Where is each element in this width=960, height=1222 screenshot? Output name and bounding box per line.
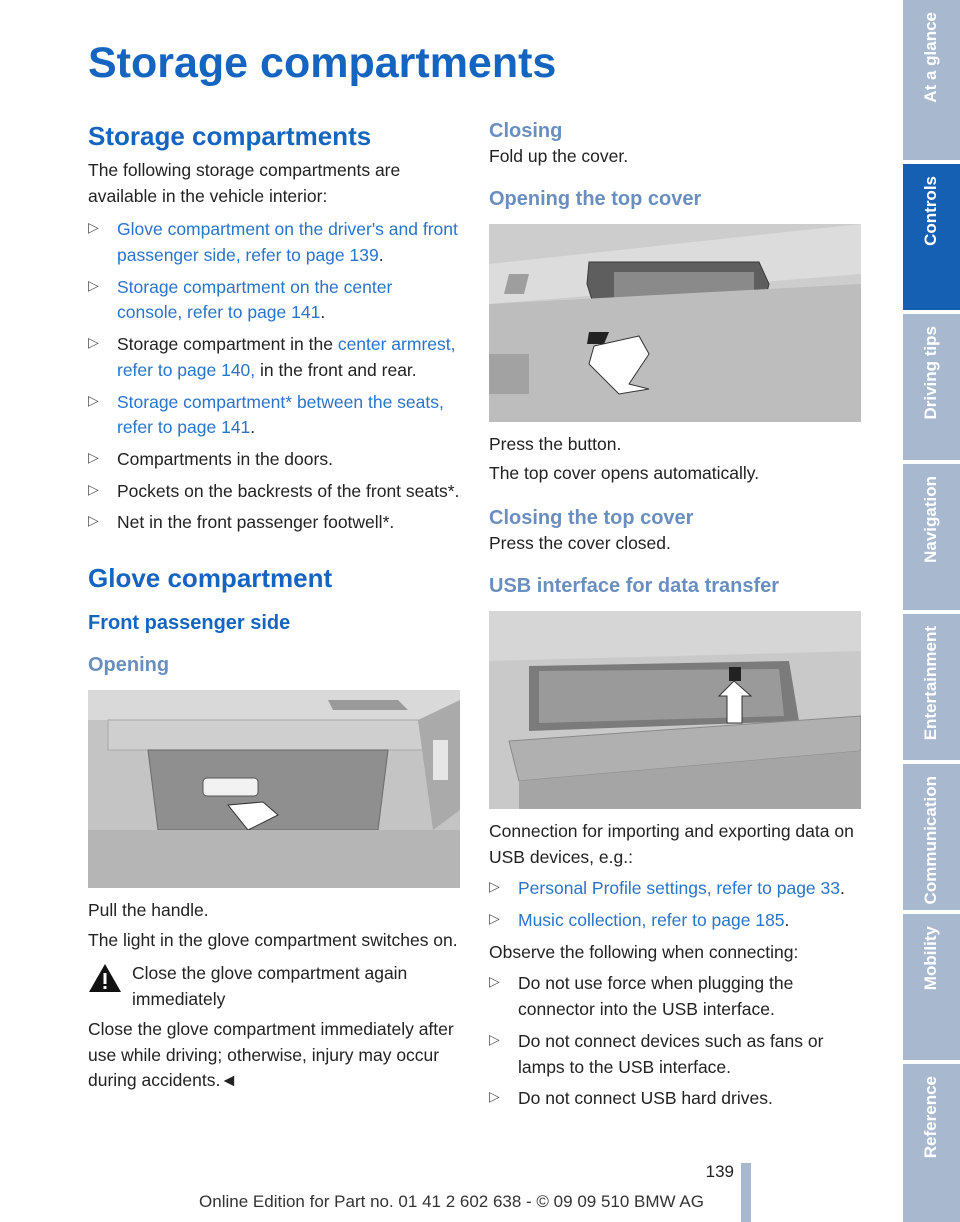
list-item-text: . <box>250 417 256 438</box>
link-personal-profile[interactable]: Personal Profile settings, refer to page 33 <box>518 878 840 899</box>
usb-intro: Connection for importing and exporting data on USB devices, e.g.: <box>489 820 854 867</box>
subsection-opening-top: Opening the top cover <box>489 187 702 210</box>
tab-reference[interactable] <box>903 1064 960 1222</box>
tab-label: Communication <box>921 776 940 905</box>
list-item <box>88 447 462 473</box>
observe-text: Observe the following when connecting: <box>489 941 799 962</box>
list-item[interactable] <box>489 876 863 902</box>
chapter-tabs <box>903 0 960 1222</box>
list-item-text: Storage compartment in the <box>117 334 338 355</box>
list-item[interactable] <box>88 217 462 268</box>
list-item-text: Do not connect devices such as fans or lamps to the USB interface. <box>518 1030 824 1077</box>
tab-mobility[interactable] <box>903 914 960 1060</box>
subsection-closing: Closing <box>489 120 563 142</box>
link-center-console[interactable]: Storage compartment on the center console, refer to page 141 <box>117 276 393 323</box>
tab-label: Navigation <box>921 476 940 563</box>
list-item[interactable] <box>489 908 863 934</box>
bullet-marker-icon: ▷ <box>88 219 99 236</box>
press-closed-text: Press the cover closed. <box>489 533 671 554</box>
list-item <box>88 510 462 536</box>
tab-driving-tips[interactable] <box>903 314 960 460</box>
tab-label: Entertainment <box>921 626 940 741</box>
glove-compartment-illustration <box>88 690 460 888</box>
left-column <box>88 120 462 1094</box>
bullet-marker-icon: ▷ <box>88 334 99 351</box>
link-music-collection[interactable]: Music collection, refer to page 185 <box>518 910 785 931</box>
link-between-seats[interactable]: Storage compartment* between the seats, refer to page 141 <box>117 391 444 438</box>
page-title: Storage compartments <box>88 39 557 87</box>
tab-at-a-glance[interactable] <box>903 0 960 160</box>
fold-text: Fold up the cover. <box>489 146 629 166</box>
list-item-text: Pockets on the backrests of the front seats*. <box>117 480 460 501</box>
warning-box <box>88 961 462 1012</box>
storage-list <box>88 217 462 536</box>
list-item-text: Do not connect USB hard drives. <box>518 1088 773 1109</box>
page-footer: Online Edition for Part no. 01 41 2 602 638 - © 09 09 510 BMW AG <box>199 1192 704 1211</box>
top-cover-illustration <box>489 224 861 422</box>
link-glove-compartment[interactable]: Glove compartment on the driver's and front passenger side, refer to page 139 <box>117 219 458 265</box>
tab-label: Controls <box>921 176 940 246</box>
list-item <box>489 1029 863 1080</box>
warning-text: Close the glove compartment immediately after use while driving; otherwise, injury may occur during accidents.◄ <box>88 1018 454 1091</box>
bullet-marker-icon: ▷ <box>88 391 99 408</box>
tab-communication[interactable] <box>903 764 960 910</box>
press-button-text: Press the button. <box>489 433 622 454</box>
list-item[interactable] <box>88 275 462 326</box>
subsection-closing-top: Closing the top cover <box>489 507 694 530</box>
bullet-marker-icon: ▷ <box>489 910 500 927</box>
list-item-text: Net in the front passenger footwell*. <box>117 512 395 533</box>
list-item-text: . <box>378 244 384 265</box>
tab-label: At a glance <box>921 12 940 103</box>
list-item-text: Do not use force when plugging the connector into the USB interface. <box>518 973 794 1020</box>
light-text: The light in the glove compartment switches on. <box>88 929 458 950</box>
bullet-marker-icon: ▷ <box>88 448 99 465</box>
bullet-marker-icon: ▷ <box>489 1088 500 1105</box>
list-item[interactable] <box>88 332 462 383</box>
list-item-text: Compartments in the doors. <box>117 448 333 469</box>
warning-title: Close the glove compartment again immediately <box>132 963 408 1010</box>
tab-navigation[interactable] <box>903 464 960 610</box>
list-item-text: . <box>784 910 790 931</box>
bullet-marker-icon: ▷ <box>88 276 99 293</box>
subsection-front-passenger: Front passenger side <box>88 611 291 634</box>
list-item <box>489 1086 863 1112</box>
right-column <box>489 118 863 1118</box>
tab-label: Driving tips <box>921 326 940 420</box>
link-center-armrest[interactable]: center armrest, refer to page 140, <box>117 334 456 380</box>
pull-handle-text: Pull the handle. <box>88 899 209 920</box>
list-item-text: . <box>840 878 845 899</box>
list-item-text: in the front and rear. <box>255 359 417 380</box>
list-item <box>88 479 462 505</box>
tab-label: Reference <box>921 1076 940 1159</box>
observe-list <box>489 971 863 1112</box>
subsection-opening: Opening <box>88 653 170 676</box>
list-item <box>489 971 863 1022</box>
usb-list <box>489 876 863 933</box>
bullet-marker-icon: ▷ <box>489 973 500 990</box>
page-number: 139 <box>705 1162 734 1181</box>
list-item[interactable] <box>88 390 462 441</box>
bullet-marker-icon: ▷ <box>88 512 99 529</box>
usb-interface-illustration <box>489 611 861 809</box>
tab-controls[interactable] <box>903 164 960 310</box>
intro-text: The following storage compartments are available in the vehicle interior: <box>88 159 401 206</box>
bullet-marker-icon: ▷ <box>489 878 500 895</box>
opens-auto-text: The top cover opens automatically. <box>489 463 760 484</box>
section-title-storage: Storage compartments <box>88 121 372 151</box>
list-item-text: . <box>320 302 326 323</box>
tab-label: Mobility <box>921 926 940 991</box>
bullet-marker-icon: ▷ <box>489 1030 500 1047</box>
tab-entertainment[interactable] <box>903 614 960 760</box>
section-title-glove: Glove compartment <box>88 563 333 594</box>
subsection-usb: USB interface for data transfer <box>489 574 780 597</box>
warning-triangle-icon <box>88 963 122 1001</box>
bullet-marker-icon: ▷ <box>88 480 99 497</box>
